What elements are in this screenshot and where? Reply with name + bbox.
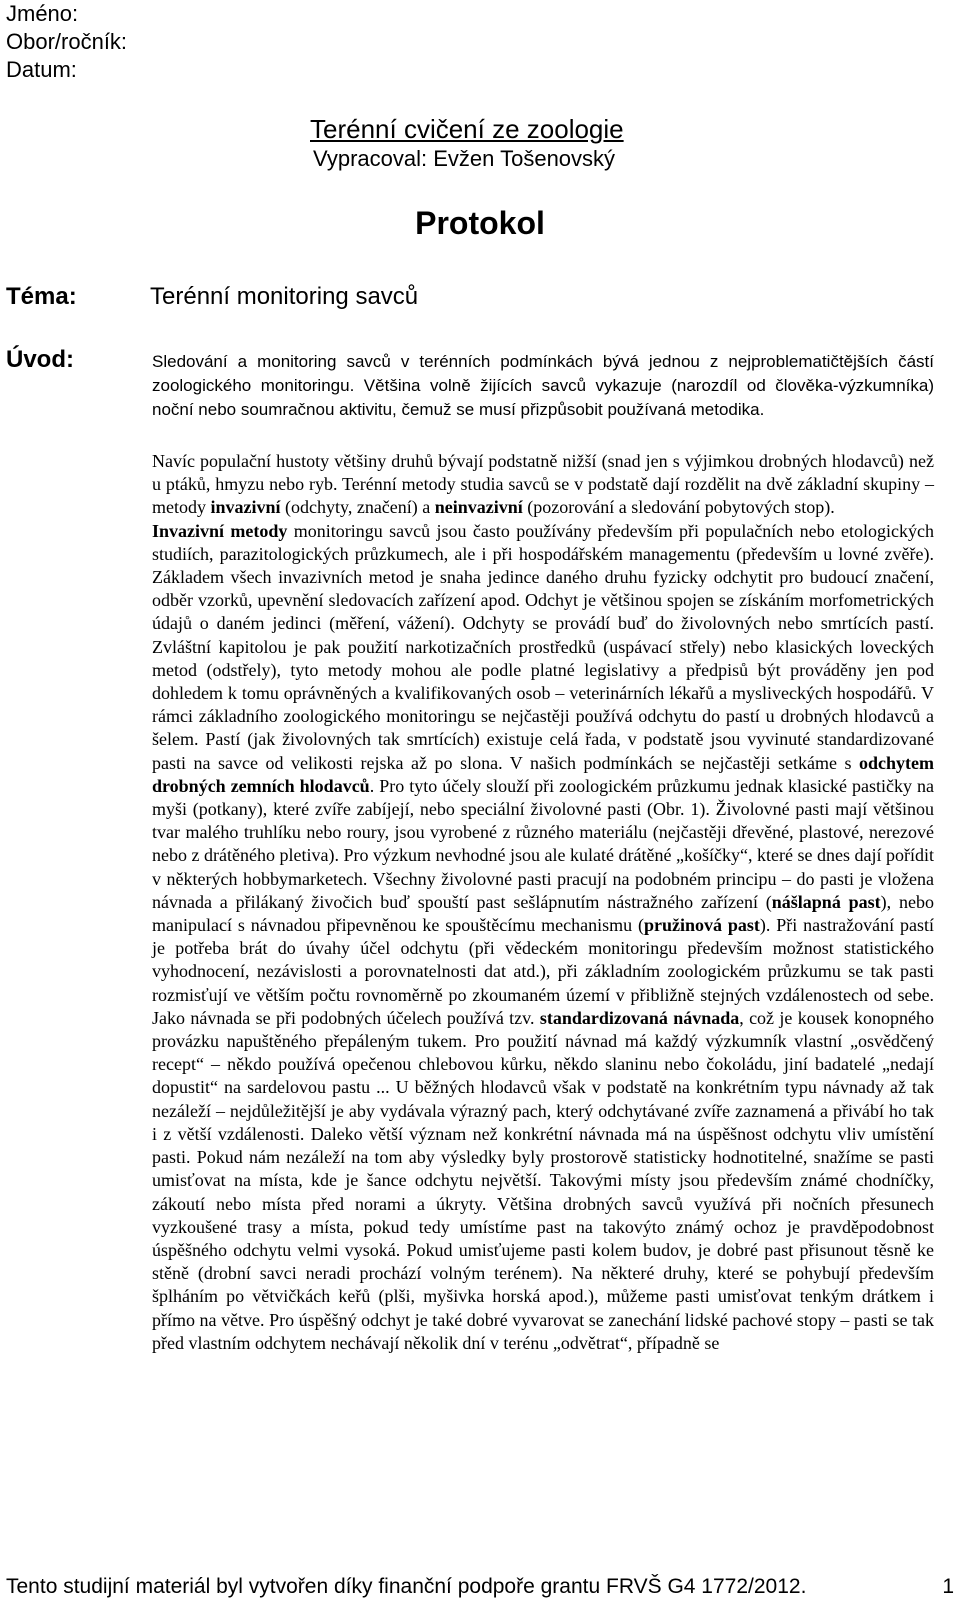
- text-run: monitoringu savců jsou často používány především při populačních nebo etologických studiích, parazitologických průzkumech, ale i při hospodářském managementu (především u lovné zvěře). Základem všech invazivních metod je snaha jedince daného druhu fyzicky odchytit pro budoucí značení, odběr vzorků, upevnění sledovacích zařízení apod. Odchyt je většinou spojen se získáním morfometrických údajů o daném jedinci (měření, vážení). Odchyty se provádí buď do živolovných nebo smrtících pastí. Zvláštní kapitolou je pak použití narkotizačních prostředků (uspávací střely) nebo klasických loveckých metod (odstřely), tyto metody mohou ale podle platné legislativy a předpisů být prováděny jen pod dohledem k tomu oprávněných a kvalifikovaných osob – veterinárních lékařů a mysliveckých hospodářů. V rámci základního zoologického monitoringu se nejčastěji používá odchytu do pastí u drobných hlodavců a šelem. Pastí (jak živolovných tak smrtících) existuje celá řada, v podstatě jsou vyvinuté standardizované pasti na savce od velikosti rejska až po slona. V našich podmínkách se nejčastěji setkáme s: [152, 520, 934, 773]
- date-label: Datum:: [6, 57, 77, 82]
- header-fields: [6, 0, 127, 84]
- term-noninvasive: neinvazivní: [434, 497, 523, 518]
- term-invasive-methods: Invazivní metody: [152, 520, 288, 541]
- term-spring-trap: pružinová past: [644, 915, 760, 936]
- text-run: . Pro tyto účely slouží při zoologickém průzkumu jednak klasické pastičky na myši (potkany), které zvíře zabíjejí, nebo speciální živolovné pasti (Obr. 1). Živolovné pasti mají většinou tvar malého truhlíku nebo roury, jsou vyrobené z různého materiálu (nejčastěji dřevěné, plastové, nerezové nebo z drátěného pletiva). Pro výzkum nevhodné jsou ale kulaté drátěné „košíčky“, které se dnes dají pořídit v některých hobbymarketech. Všechny živolovné pasti pracují na podobném principu – do pasti je vložena návnada a přilákaný živočich buď spouští past sešlápnutím nástražného zařízení (: [152, 775, 934, 912]
- text-run: , což je kousek konopného provázku napuštěného přepáleným tukem. Pro použití návnad má každý výzkumník vlastní „osvědčený recept“ – někdo používá opečenou chlebovou kůrku, někdo slaninu nebo čokoládu, jiní badatelé „nedají dopustit“ na sardelovou pastu ... U běžných hlodavců však v podstatě na konkrétním typu návnady až tak nezáleží – nejdůležitější je aby vydávala výrazný pach, který odchytávané zvíře zaznamená a přivábí ho tak i z větší vzdálenosti. Daleko větší význam než konkrétní návnada má na úspěšnost odchytu vliv umístění pasti. Pokud nám nezáleží na tom aby výsledky byly prostorově statisticky hodnotitelné, snažíme se pasti umisťovat na místa, kde je šance odchytu největší. Takovými místy jsou především známé chodníčky, zákoutí nebo místa před norami a úkryty. Většina drobných savců využívá při nočních přesunech vyzkoušené trasy a místa, pokud tedy umístíme past na takovýto známý ochoz je pravděpodobnost úspěšného odchytu velmi vysoká. Pokud umisťujeme pasti kolem budov, je dobré past přisunout těsně ke stěně (drobní savci neradi prochází volným terénem). Na některé druhy, které se pohybují především šplháním po větvičkách keřů (plši, myšivka horská apod.), můžeme pasti umisťovat tenkým drátkem i přímo na větve. Pro úspěšný odchyt je také dobré vyvarovat se zanechání lidské pachové stopy – pasti se tak před vlastním odchytem nechávají několik dní v terénu „odvětrat“, případně se: [152, 1007, 935, 1353]
- footer-note: Tento studijní materiál byl vytvořen díky finanční podpoře grantu FRVŠ G4 1772/2012.: [6, 1575, 807, 1598]
- text-run: ), nebo manipulací s návnadou připevněnou ke spouštěcímu mechanismu (: [152, 891, 934, 936]
- field-label: Obor/ročník:: [6, 29, 128, 54]
- term-invasive: invazivní: [210, 497, 281, 518]
- intro-body: [152, 450, 934, 1355]
- intro-label: Úvod:: [6, 346, 74, 373]
- term-step-trap: nášlapná past: [771, 891, 881, 912]
- term-standard-bait: standardizovaná návnada: [539, 1007, 740, 1028]
- page-number: 1: [942, 1575, 954, 1598]
- text-run: ). Při nastražování pastí je potřeba brát do úvahy účel odchytu (při vědeckém monitoringu především možnost statistického vyhodnocení, nezávislosti a porovnatelnosti dat atd.), při základním zoologickém průzkumu se tak pasti rozmisťují ve větším počtu rovnoměrně po zkoumaném území v přibližně stejných vzdálenostech od sebe. Jako návnada se při podobných účelech používá tzv.: [152, 915, 934, 1028]
- course-title: Terénní cvičení ze zoologie: [310, 114, 624, 144]
- intro-lead-paragraph: Sledování a monitoring savců v terénních podmínkách bývá jednou z nejproblematičtějších částí zoologického monitoringu. Většina volně žijících savců vykazuje (narozdíl od člověka-výzkumníka) noční nebo soumračnou aktivitu, čemuž se musí přizpůsobit používaná metodika.: [152, 352, 934, 419]
- name-label: Jméno:: [6, 1, 79, 26]
- protocol-heading: Protokol: [415, 205, 545, 241]
- topic-label: Téma:: [6, 283, 77, 310]
- intro-paragraph-1: [152, 450, 934, 520]
- text-run: (odchyty, značení) a: [280, 497, 435, 518]
- text-run: Navíc populační hustoty většiny druhů bývají podstatně nižší (snad jen s výjimkou drobných hlodavců) než u ptáků, hmyzu nebo ryb. Terénní metody studia savců se v podstatě dají rozdělit na dvě základní skupiny – metody: [152, 451, 934, 518]
- topic-value: Terénní monitoring savců: [150, 283, 419, 310]
- intro-paragraph-2: [152, 520, 934, 1355]
- term-rodent-trapping: odchytem drobných zemních hlodavců: [152, 752, 934, 796]
- author-line: Vypracoval: Evžen Tošenovský: [313, 146, 616, 171]
- text-run: (pozorování a sledování pobytových stop).: [522, 497, 835, 518]
